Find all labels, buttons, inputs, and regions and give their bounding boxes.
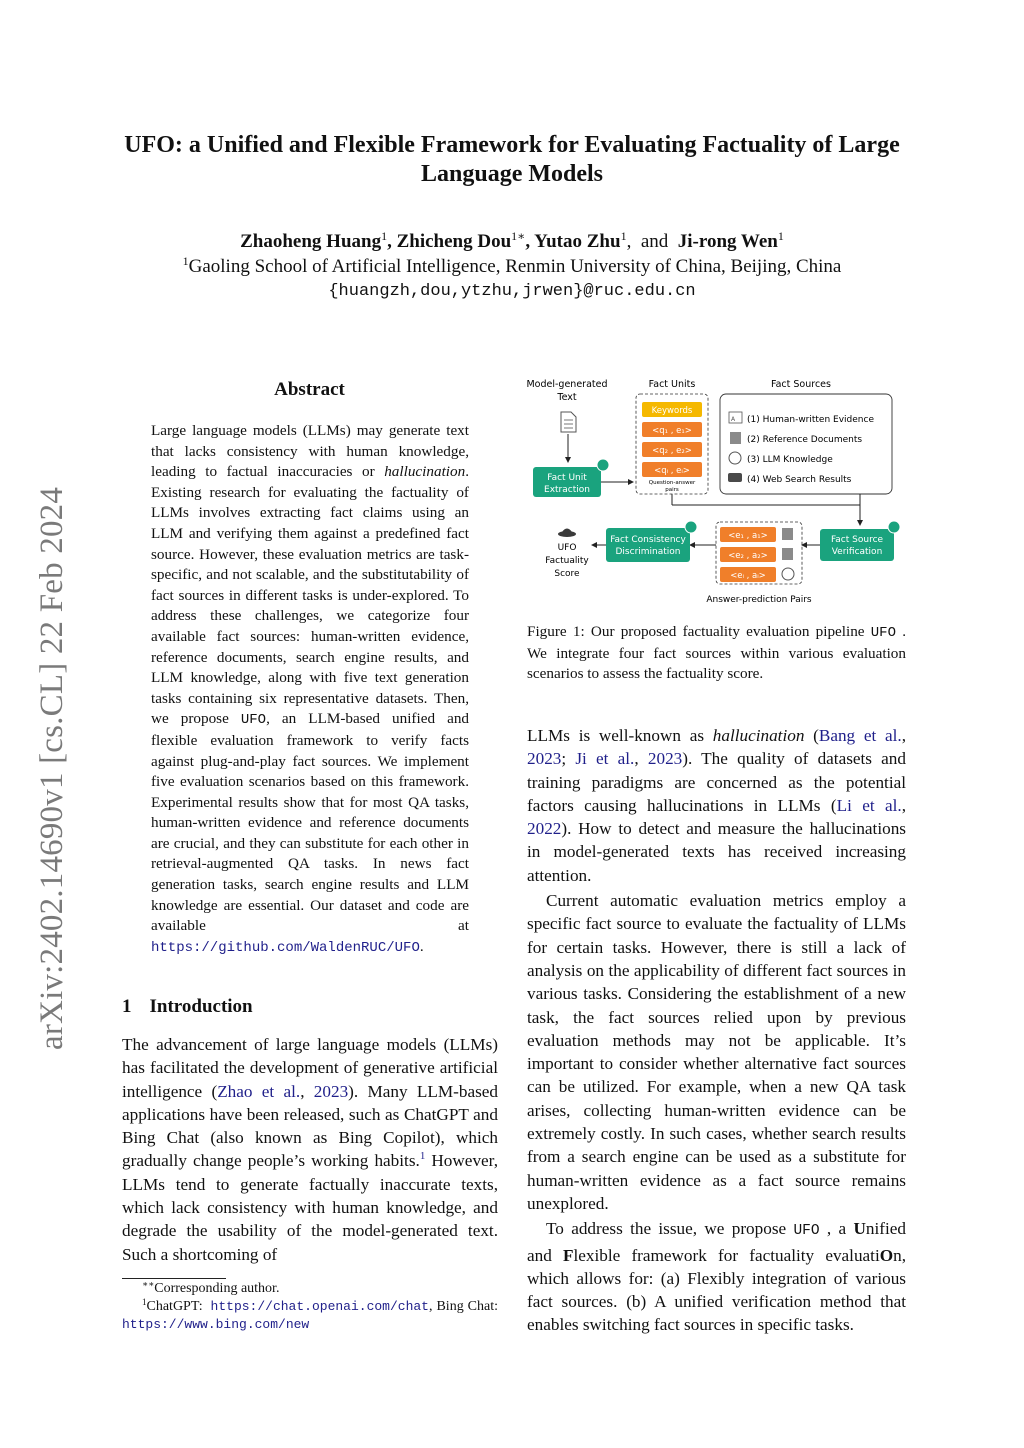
author-mark: 1	[620, 229, 627, 243]
bing-link[interactable]: https://www.bing.com/new	[122, 1317, 310, 1332]
body-text: ). The quality of datasets and training paradigms are concerned as the potential factors causing hallucinations in LLMs (	[527, 749, 906, 815]
llm-knowledge-icon	[729, 452, 741, 464]
paragraph	[527, 1217, 906, 1336]
author-separator: ,	[525, 231, 535, 252]
author-separator: , and	[626, 231, 678, 252]
fact-source-item: (1) Human-written Evidence	[747, 415, 874, 425]
keywords-label: Keywords	[651, 406, 693, 416]
paragraph	[527, 724, 906, 887]
qa-pair-label: <qₗ , eₗ>	[654, 466, 690, 476]
citation-bang[interactable]: Bang et al.	[818, 726, 902, 745]
intro-text: The advancement of large language models (LLMs) has facilitated the development of generative artificial intelligence (	[122, 1035, 498, 1101]
intro-text: ,	[300, 1081, 314, 1101]
qa-pairs-caption-2: pairs	[665, 487, 679, 493]
extraction-label-2: Extraction	[544, 485, 590, 495]
footnote-ref[interactable]: 1	[419, 1150, 426, 1163]
model-text-label-2: Text	[557, 392, 577, 403]
author-name: Zhicheng Dou	[396, 231, 512, 252]
ufo-icon	[558, 529, 576, 538]
section-heading-introduction	[122, 996, 253, 1018]
source-thumbnail-icon	[782, 568, 794, 580]
score-label-2: Factuality	[545, 556, 589, 566]
footnote-corresponding	[122, 1280, 498, 1298]
body-emphasis: hallucination	[712, 726, 805, 745]
body-text: ). How to detect and measure the hallucinations in model-generated texts has received increasing attention.	[527, 819, 906, 885]
section-number: 1	[122, 996, 132, 1017]
ap-pairs-caption: Answer-prediction Pairs	[706, 595, 812, 605]
svg-text:A: A	[731, 416, 736, 423]
affiliation	[80, 255, 944, 279]
author-name: Ji-rong Wen	[677, 231, 778, 252]
pipeline-figure	[526, 374, 906, 610]
acronym-letter: O	[879, 1245, 894, 1265]
author-mark: 1∗	[511, 229, 526, 243]
body-text: n, which allows for: (a) Flexibly integration of various fact sources. (b) A unified verification method that enables switching fact sources in specific tasks.	[527, 1245, 906, 1335]
author-name: Yutao Zhu	[534, 231, 621, 252]
acronym-letter: U	[853, 1219, 866, 1239]
author-mark: 1	[381, 229, 388, 243]
abstract-text: .	[419, 937, 424, 955]
web-search-icon	[728, 473, 742, 482]
body-text: ;	[561, 749, 576, 769]
body-text: LLMs is well-known as	[527, 726, 713, 745]
intro-text: However, LLMs tend to generate factually inaccurate texts, which lack consistency with human knowledge, and degrade the usability of the model-generated text. Such a shortcoming of	[122, 1151, 498, 1264]
body-text: ,	[634, 749, 648, 769]
openai-icon	[685, 521, 697, 533]
consistency-label-2: Discrimination	[615, 547, 681, 557]
openai-icon	[888, 521, 900, 533]
footnote-text: , Bing Chat:	[428, 1299, 498, 1314]
footnotes	[122, 1280, 498, 1334]
abstract-body	[151, 421, 469, 958]
document-icon	[561, 412, 576, 432]
fact-source-item: (2) Reference Documents	[747, 435, 863, 445]
footnote-1	[122, 1298, 498, 1334]
score-label-3: Score	[554, 569, 580, 579]
ap-pair-label: <e₁ , a₁>	[728, 531, 768, 541]
paper-title: UFO: a Unified and Flexible Framework for Evaluating Factuality of Large Language Models	[124, 132, 900, 187]
citation-zhao-year[interactable]: 2023	[313, 1081, 349, 1101]
right-column-body	[527, 724, 906, 1337]
reference-document-icon	[730, 432, 741, 444]
fact-source-item: (3) LLM Knowledge	[747, 455, 833, 465]
caption-text: Figure 1: Our proposed factuality evaluation pipeline	[527, 623, 871, 640]
section-title: Introduction	[149, 996, 253, 1017]
paragraph: Current automatic evaluation metrics employ a specific fact source to evaluate the factuality of LLMs for certain tasks. However, there is still a lack of analysis on the applicability of different fact sources in various tasks. Considering the establishment of a new task, the fact sources relied upon by previous evaluation methods may not be applicable. It’s important to consider whether alternative fact sources can be utilized. For example, when a new QA task arises, collecting human-written evidence can be extremely costly. In such cases, whether search results from a search engine can be used as a substitute for human-written evidence as a fact source remains unexplored.	[527, 891, 906, 1213]
fact-units-label: Fact Units	[648, 379, 696, 390]
abstract-heading: Abstract	[274, 379, 345, 400]
acronym-letter: F	[563, 1245, 574, 1265]
qa-pairs-caption: Question-answer	[648, 480, 696, 486]
score-label: UFO	[557, 543, 577, 553]
citation-li[interactable]: Li et al.	[836, 795, 902, 815]
author-emails: {huangzh,dou,ytzhu,jrwen}@ruc.edu.cn	[328, 282, 696, 301]
body-text: lexible framework for factuality evaluati	[573, 1245, 880, 1265]
figure-caption	[527, 622, 906, 685]
code-repository-link[interactable]: https://github.com/WaldenRUC/UFO	[151, 939, 420, 956]
author-name: Zhaoheng Huang	[240, 231, 382, 252]
verification-label: Fact Source	[830, 535, 884, 545]
introduction-paragraph	[122, 1033, 498, 1266]
abstract-text: , an LLM-based unified and flexible evaluation framework to verify facts against plug-and-play fact sources. We implement five evaluation scenarios based on this framework. Experimental results show that for most QA tasks, human-written evidence and reference documents are crucial, and they can substitute for each other in retrieval-augmented QA tasks. In news fact generation tasks, search engine results and LLM knowledge are essential. Our dataset and code are available at	[151, 710, 470, 935]
model-text-label: Model-generated	[526, 379, 608, 390]
author-mark: 1	[777, 229, 784, 243]
source-thumbnail-icon	[782, 548, 793, 560]
extraction-label: Fact Unit	[547, 473, 587, 483]
footnote-text: ChatGPT:	[146, 1299, 211, 1314]
ap-pair-label: <eₗ , aₗ>	[730, 571, 766, 581]
qa-pair-label: <q₁ , e₁>	[652, 426, 692, 436]
abstract-text: . Existing research for evaluating the factuality of LLMs involves extracting fact claims using an LLM and verifying them against a predefined fact source. However, these evaluation metrics are task-specific, and not scalable, and the substitutability of fact sources in different tasks is under-explored. To address these challenges, we categorize four available fact sources: human-written evidence, reference documents, search engine results, and LLM knowledge, along with five text generation tasks containing six representative datasets. Then, we propose	[151, 463, 469, 728]
citation-zhao[interactable]: Zhao et al.	[217, 1081, 301, 1101]
author-separator: ,	[387, 231, 397, 252]
body-text: To address the issue, we propose	[546, 1219, 794, 1239]
footnote-text: Corresponding author.	[154, 1281, 280, 1296]
affiliation-text: Gaoling School of Artificial Intelligence, Renmin University of China, Beijing, China	[188, 256, 842, 277]
qa-pair-label: <q₂ , e₂>	[652, 446, 692, 456]
caption-text: . We integrate four fact sources within various evaluation scenarios to assess the factuality score.	[527, 623, 906, 683]
citation-ji[interactable]: Ji et al.	[575, 749, 635, 769]
footnote-divider	[122, 1278, 226, 1279]
arxiv-identifier: arXiv:2402.14690v1 [cs.CL] 22 Feb 2024	[34, 486, 70, 1050]
abstract-emphasis: hallucination	[384, 463, 466, 481]
body-text: nified and	[527, 1219, 906, 1265]
citation-bang-year[interactable]: 2023	[527, 749, 562, 769]
human-evidence-icon	[729, 412, 742, 423]
abstract-ufo-name: UFO	[240, 712, 267, 729]
footnote-mark: ∗∗	[142, 1279, 155, 1289]
fact-sources-label: Fact Sources	[771, 379, 831, 390]
caption-ufo-name: UFO	[870, 625, 896, 641]
body-ufo-name: UFO	[793, 1223, 820, 1240]
openai-icon	[597, 459, 609, 471]
body-text: ,	[901, 795, 906, 815]
author-list	[80, 230, 944, 254]
citation-ji-year[interactable]: 2023	[647, 749, 683, 769]
verification-label-2: Verification	[831, 547, 883, 557]
body-text: ,	[901, 726, 906, 745]
ap-pair-label: <e₂ , a₂>	[728, 551, 768, 561]
footnote-mark: 1	[142, 1297, 147, 1307]
source-thumbnail-icon	[782, 528, 793, 540]
intro-text: ). Many LLM-based applications have been released, such as ChatGPT and Bing Chat (also known as Bing Copilot), which gradually change people’s working habits.	[122, 1081, 498, 1171]
affiliation-mark: 1	[182, 254, 189, 268]
body-text: , a	[819, 1219, 854, 1239]
chatgpt-link[interactable]: https://chat.openai.com/chat	[210, 1299, 429, 1314]
fact-source-item: (4) Web Search Results	[747, 475, 852, 485]
author-block	[80, 230, 944, 304]
abstract-text: Large language models (LLMs) may generate text that lacks consistency with human knowledge, leading to factual inaccuracies or	[151, 422, 469, 481]
body-text: (	[804, 726, 819, 745]
citation-li-year[interactable]: 2022	[527, 819, 562, 839]
consistency-label: Fact Consistency	[610, 535, 686, 545]
